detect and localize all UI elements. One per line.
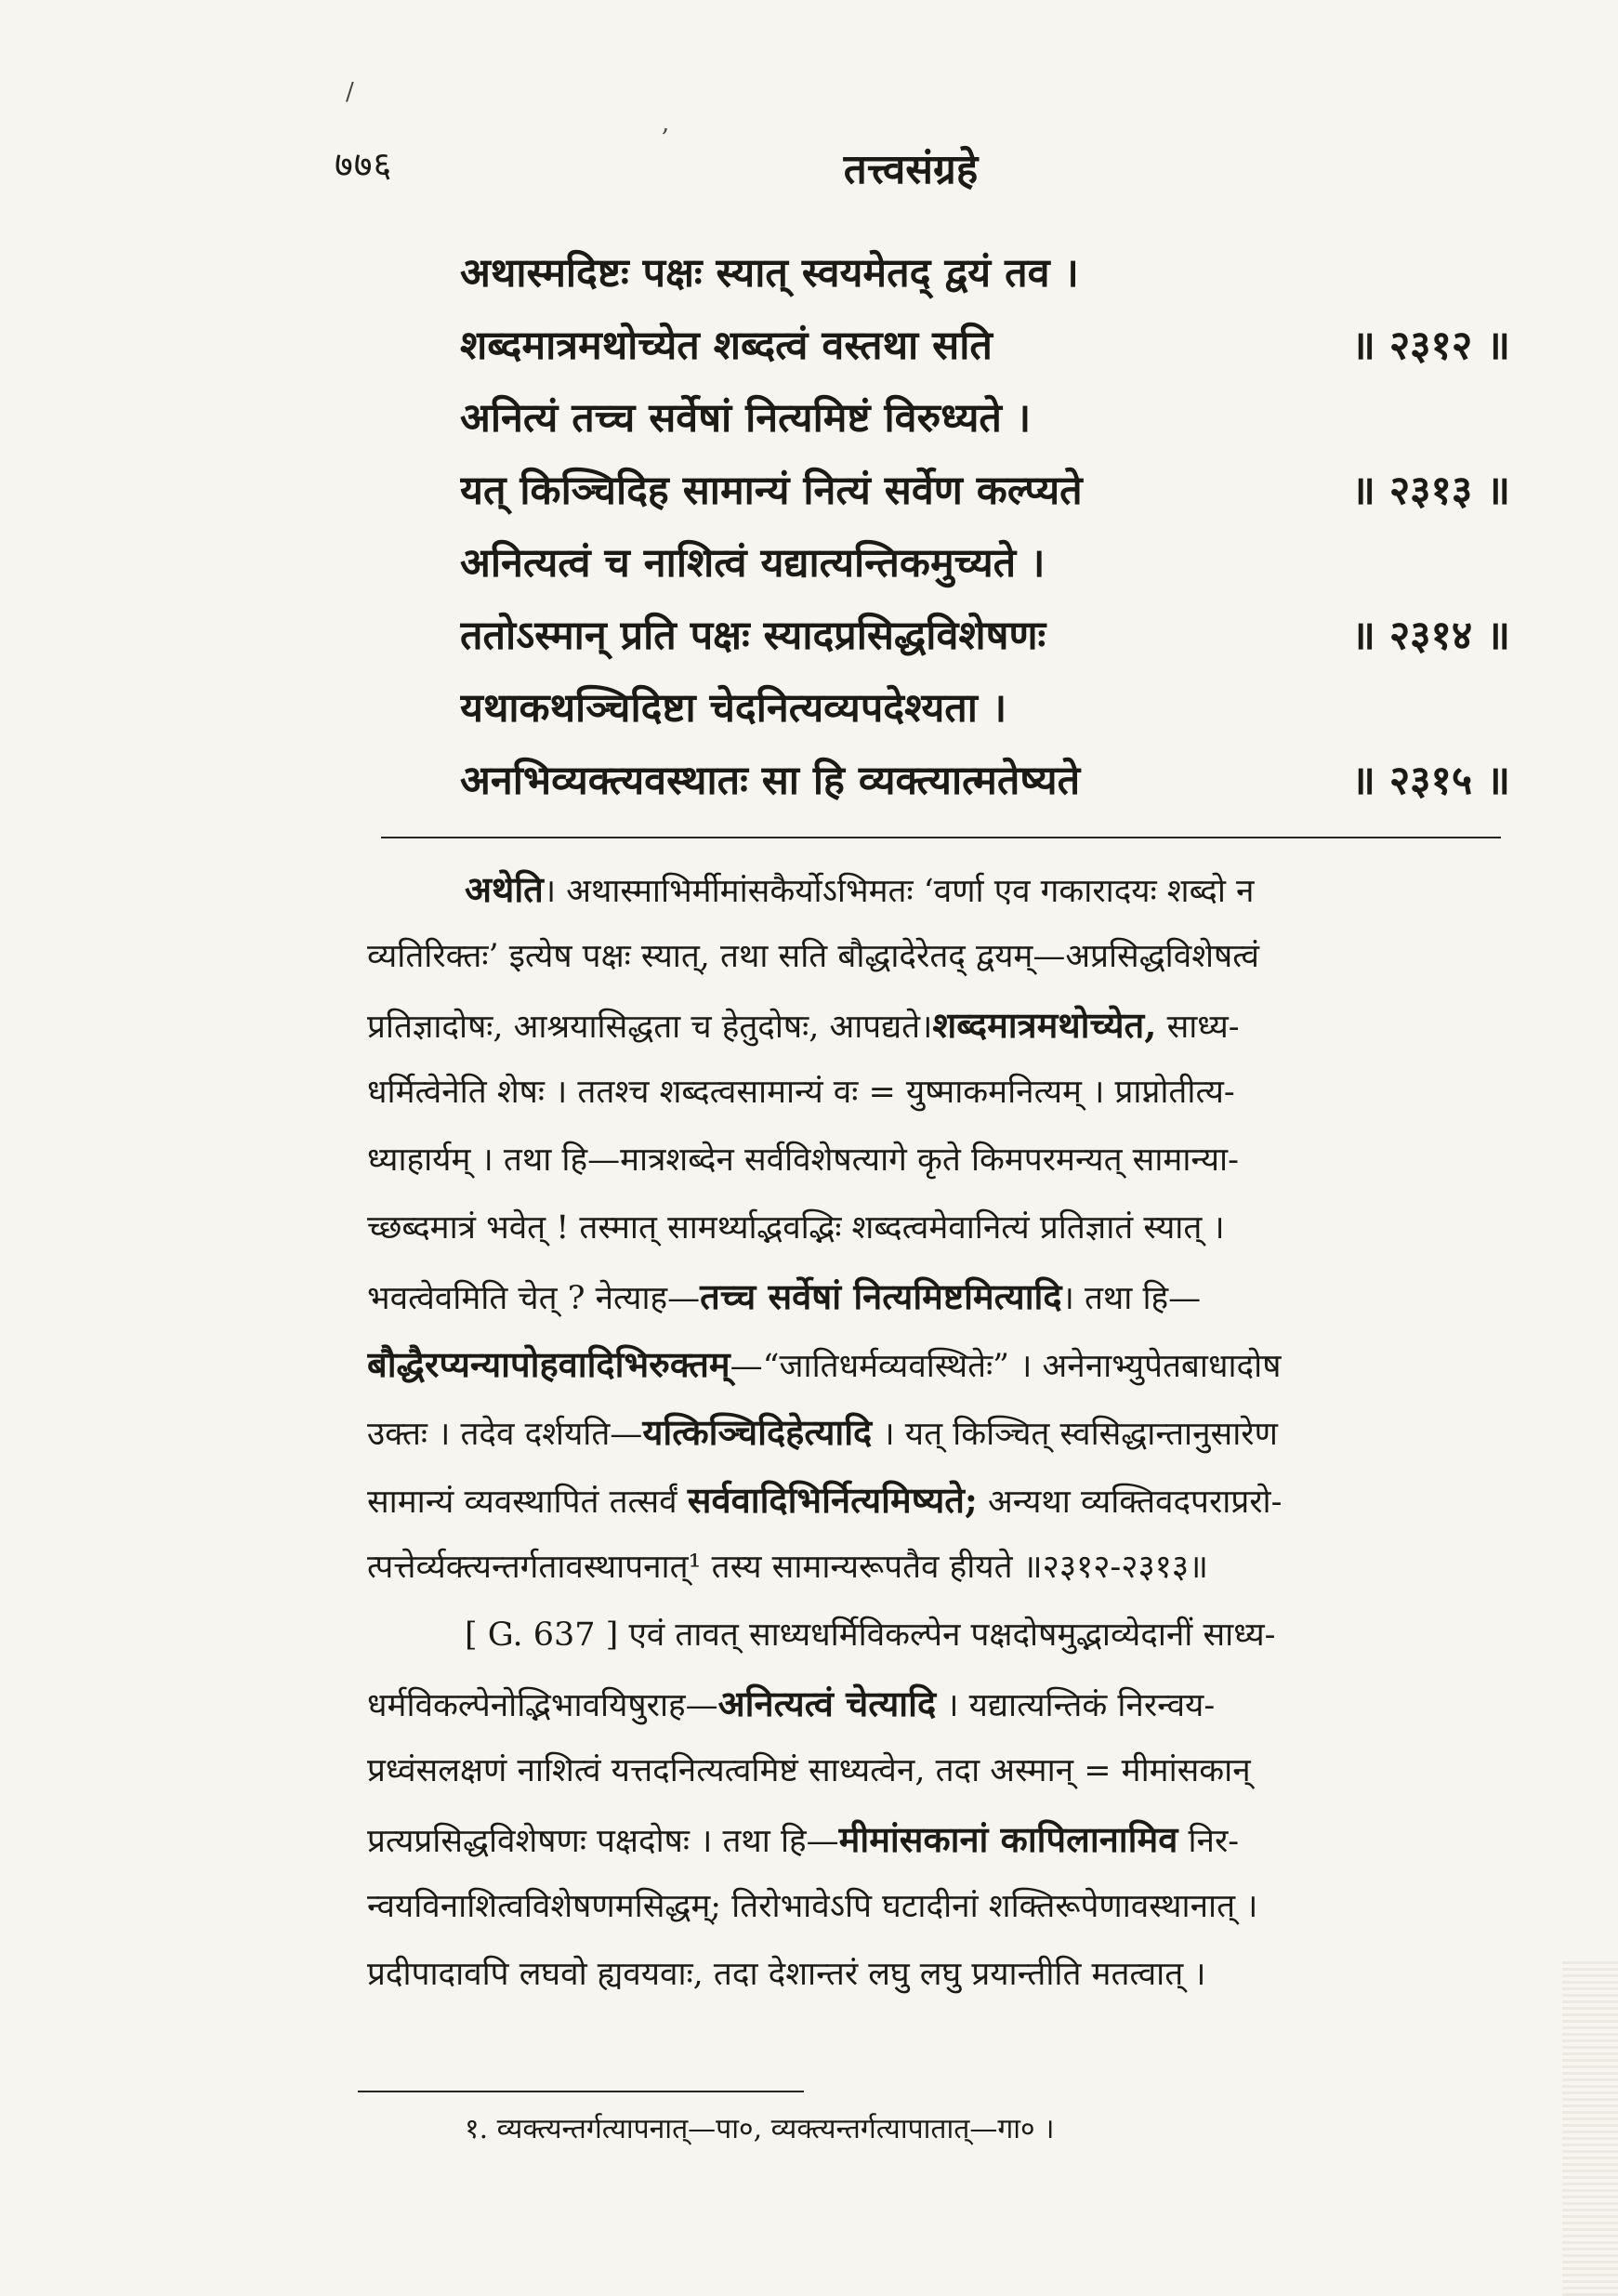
commentary-text: भवत्वेवमिति चेत् ? नेत्याह— — [367, 1280, 701, 1317]
scan-edge-noise — [1562, 1961, 1618, 2296]
pratika: बौद्धैरप्यन्यापोहवादिभिरुक्तम् — [367, 1343, 730, 1385]
commentary-text: । यद्यात्यन्तिकं निरन्वय- — [936, 1687, 1216, 1724]
verse-text: अथास्मदिष्टः पक्षः स्यात् स्वयमेतद् द्वयं तव । — [460, 250, 1079, 297]
commentary-text: । अथास्माभिर्मीमांसकैर्योऽभिमतः ‘वर्णा एव गकारादयः शब्दो न — [543, 873, 1255, 910]
verse-number: ॥ २३१३ ॥ — [1351, 468, 1510, 514]
commentary-line — [367, 1466, 1524, 1534]
pratika: अथेति — [465, 868, 544, 910]
commentary-line: प्रध्वंसलक्षणं नाशित्वं यत्तदनित्यत्वमिष्टं साध्यत्वेन, तदा अस्मान् = मीमांसकान् — [367, 1752, 1251, 1789]
commentary-line — [367, 1398, 1524, 1466]
commentary-line — [367, 1669, 1524, 1737]
footnote: १. व्यक्त्यन्तर्गत्यापनात्—पा०, व्यक्त्यन्तर्गत्यापातात्—गा० । — [465, 2113, 1055, 2145]
gaekwad-page-ref: [ G. 637 ] — [465, 1616, 619, 1654]
verse-line — [460, 672, 1510, 745]
commentary-line — [367, 1805, 1524, 1873]
pratika: तच्च सर्वेषां नित्यमिष्टमित्यादि — [700, 1275, 1062, 1317]
pratika: यत्किञ्चिदिहेत्यादि — [642, 1411, 873, 1453]
commentary-line — [367, 855, 1524, 923]
commentary-line: प्रदीपादावपि लघवो ह्यवयवाः, तदा देशान्तरं लघु लघु प्रयान्तीति मतत्वात् । — [367, 1956, 1206, 1993]
commentary-line: ध्याहार्यम् । तथा हि—मात्रशब्देन सर्वविशेषत्यागे कृते किमपरमन्यत् सामान्या- — [367, 1141, 1239, 1179]
verse-text: यत् किञ्चिदिह सामान्यं नित्यं सर्वेण कल्प्यते — [460, 468, 1083, 514]
verse-number: ॥ २३१५ ॥ — [1351, 758, 1510, 804]
commentary-line: धर्मित्वेनेति शेषः । ततश्च शब्दत्वसामान्यं वः = युष्माकमनित्यम् । प्राप्नोतीत्य- — [367, 1074, 1235, 1111]
commentary-text: प्रतिज्ञादोषः, आश्रयासिद्धता च हेतुदोषः, आपद्यते। — [367, 1009, 933, 1046]
pratika: मीमांसकानां कापिलानामिव — [838, 1818, 1178, 1860]
pratika: अनित्यत्वं चेत्यादि — [717, 1682, 937, 1724]
commentary-text: सामान्यं व्यवस्थापितं तत्सर्वं — [367, 1484, 688, 1521]
commentary-text: साध्य- — [1156, 1009, 1240, 1046]
verse-block — [460, 237, 1510, 817]
page-number: ७७६ — [335, 144, 393, 185]
verse-line — [460, 600, 1510, 672]
verse-text: अनित्यत्वं च नाशित्वं यद्यात्यन्तिकमुच्यते । — [460, 540, 1046, 587]
verse-line — [460, 382, 1510, 455]
commentary-block — [367, 855, 1524, 2009]
commentary-text: । तथा हि— — [1061, 1280, 1202, 1317]
commentary-line: व्यतिरिक्तः’ इत्येष पक्षः स्यात्, तथा सति बौद्धादेरेतद् द्वयम्—अप्रसिद्धविशेषत्वं — [367, 938, 1259, 975]
commentary-text: एवं तावत् साध्यधर्मिविकल्पेन पक्षदोषमुद्भाव्येदानीं साध्य- — [618, 1616, 1276, 1654]
running-title: तत्त्वसंग्रहे — [843, 146, 979, 193]
verse-line — [460, 237, 1510, 310]
verse-text: अनभिव्यक्त्यवस्थातः सा हि व्यक्त्यात्मतेष्यते — [460, 758, 1081, 804]
commentary-text: प्रत्यप्रसिद्धविशेषणः पक्षदोषः । तथा हि— — [367, 1823, 839, 1860]
verse-line — [460, 745, 1510, 817]
commentary-text: धर्मविकल्पेनोद्भिभावयिषुराह— — [367, 1687, 718, 1724]
commentary-text: उक्तः । तदेव दर्शयति— — [367, 1416, 643, 1453]
stray-mark: / — [346, 78, 354, 106]
verse-text: यथाकथञ्चिदिष्टा चेदनित्यव्यपदेश्यता । — [460, 685, 1007, 732]
verse-line — [460, 527, 1510, 600]
commentary-text: । यत् किञ्चित् स्वसिद्धान्तानुसारेण — [872, 1416, 1278, 1453]
footnote-divider — [358, 2091, 804, 2092]
verse-text: शब्दमात्रमथोच्येत शब्दत्वं वस्तथा सति — [460, 323, 993, 369]
commentary-line: च्छब्दमात्रं भवेत् ! तस्मात् सामर्थ्याद्भवद्भिः शब्दत्वमेवानित्यं प्रतिज्ञातं स्यात् । — [367, 1209, 1225, 1247]
verse-line — [460, 310, 1510, 382]
pratika: सर्ववादिभिर्नित्यमिष्यते; — [687, 1479, 978, 1521]
verse-number: ॥ २३१४ ॥ — [1351, 613, 1510, 659]
commentary-line — [367, 1330, 1524, 1398]
pratika: शब्दमात्रमथोच्येत, — [932, 1004, 1157, 1046]
verse-line — [460, 455, 1510, 527]
commentary-text: अन्यथा व्यक्तिवदपराप्ररो- — [977, 1484, 1283, 1521]
commentary-text: निर- — [1177, 1823, 1240, 1860]
commentary-line — [367, 991, 1524, 1059]
verse-commentary-divider — [381, 837, 1501, 838]
commentary-line — [367, 1602, 1524, 1669]
verse-text: अनित्यं तच्च सर्वेषां नित्यमिष्टं विरुध्यते । — [460, 395, 1032, 442]
verse-text: ततोऽस्मान् प्रति पक्षः स्यादप्रसिद्धविशेषणः — [460, 613, 1046, 659]
commentary-line: न्वयविनाशित्वविशेषणमसिद्धम्; तिरोभावेऽपि घटादीनां शक्तिरूपेणावस्थानात् । — [367, 1888, 1258, 1925]
page-header — [335, 139, 1487, 195]
commentary-line: त्पत्तेर्व्यक्त्यन्तर्गतावस्थापनात्¹ तस्य सामान्यरूपतैव हीयते ॥२३१२-२३१३॥ — [367, 1549, 1209, 1586]
stray-mark: , — [662, 110, 670, 138]
verse-number: ॥ २३१२ ॥ — [1351, 323, 1510, 369]
commentary-line — [367, 1262, 1524, 1330]
commentary-text: —“जातिधर्मव्यवस्थितेः” । अनेनाभ्युपेतबाधादोष — [730, 1348, 1282, 1385]
